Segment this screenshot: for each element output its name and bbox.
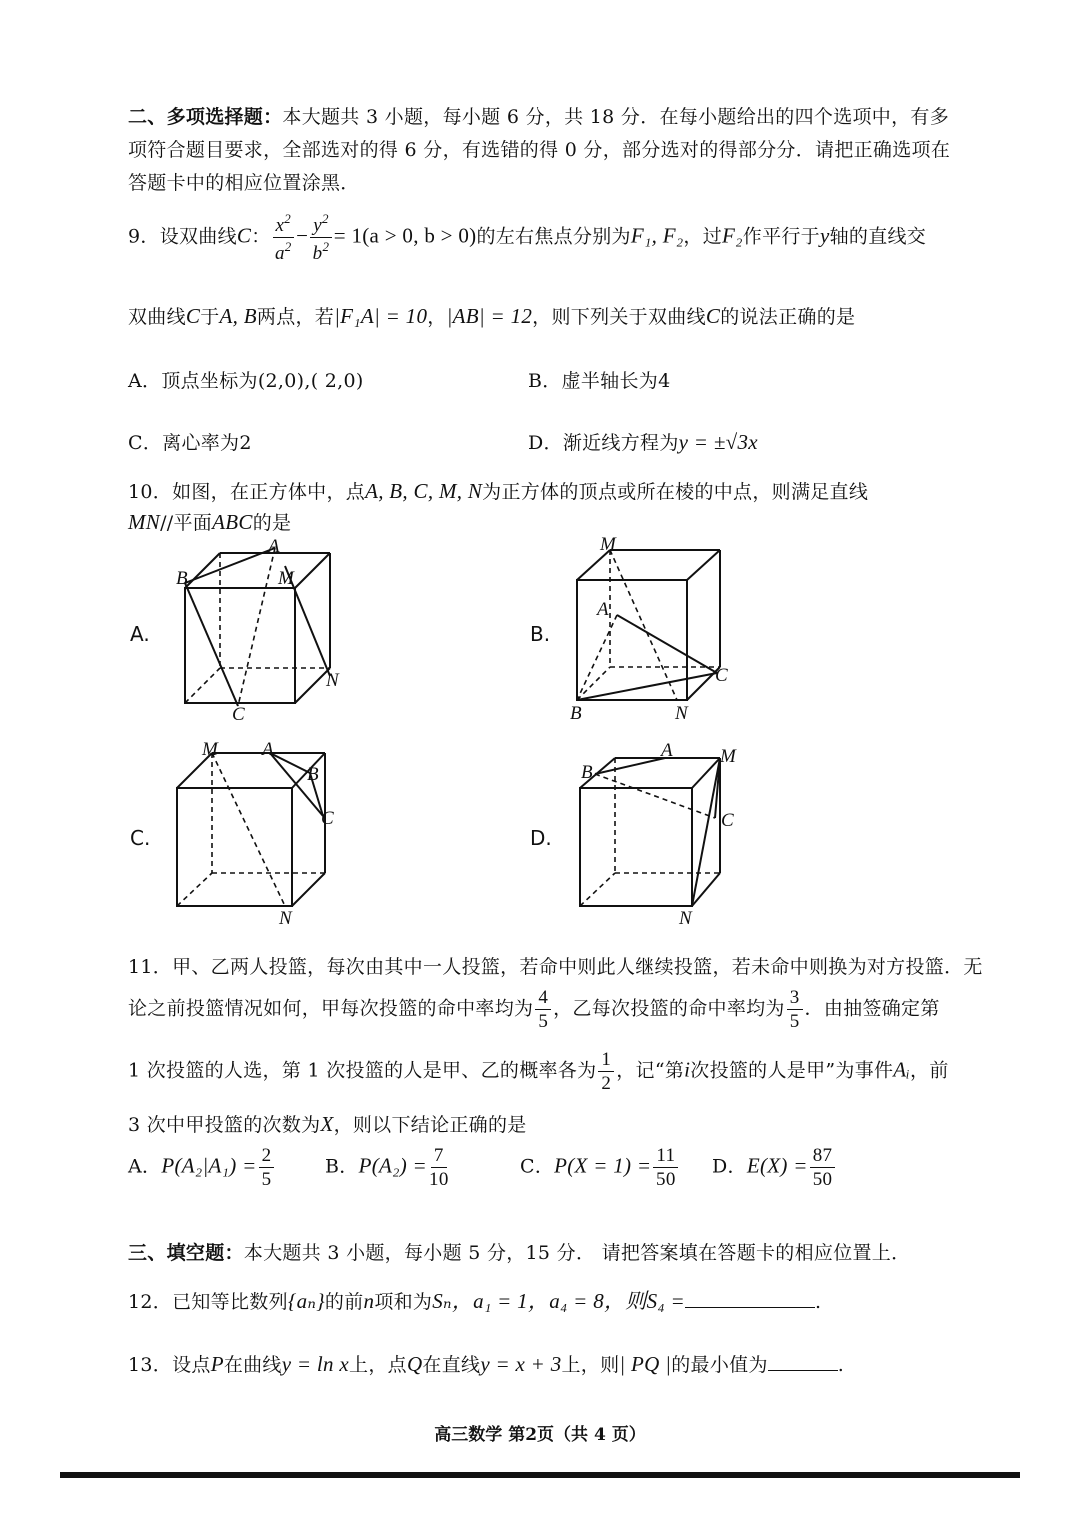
q9-frac-y — [310, 212, 332, 263]
cube-a-front-face — [185, 588, 295, 703]
cube-a-label-m: M — [278, 568, 294, 589]
q11-f45d: 5 — [538, 1011, 549, 1032]
q11-l2c: ．由抽签确定第 — [804, 997, 940, 1020]
q11-f12d: 2 — [601, 1073, 612, 1094]
cube-d-label-c: C — [721, 810, 734, 831]
cube-a-hidden-edge — [185, 668, 220, 703]
q11-line2 — [128, 988, 940, 1031]
section3-line — [128, 1238, 910, 1265]
q11-opt-b-label: B． — [325, 1155, 359, 1178]
q9-text1: 的左右焦点分别为 — [476, 225, 631, 248]
q11-opt-a-math: P(A₂|A₁) = — [161, 1153, 257, 1178]
cube-c-line-ab — [270, 753, 310, 773]
q9-lead: 9．设双曲线 — [128, 225, 237, 248]
q10-points: A, B, C, M, N — [365, 479, 483, 503]
q11-ai: Aᵢ — [893, 1057, 911, 1082]
q11-opt-a-label: A． — [128, 1155, 162, 1178]
cube-b-label-c: C — [715, 665, 728, 686]
q11-l2a: 论之前投篮情况如何，甲每次投篮的命中率均为 — [128, 997, 534, 1020]
q11-frac-1-2 — [598, 1050, 614, 1093]
q13-pq: | PQ | — [619, 1352, 672, 1376]
q9-l2-c: C — [185, 304, 201, 328]
q11-opt-b-den: 10 — [429, 1169, 449, 1190]
q13-end: . — [837, 1354, 845, 1376]
q11-opt-d-frac — [810, 1146, 836, 1189]
q10-option-d-label: D. — [530, 826, 552, 850]
q9-frac-x — [273, 212, 295, 263]
q12-s4: S₄ = — [646, 1289, 686, 1313]
q11-line1: 11．甲、乙两人投篮，每次由其中一人投篮，若命中则此人继续投篮，若未命中则换为对方投篮．无 — [128, 956, 983, 978]
cube-d-label-b: B — [581, 762, 593, 783]
q9-cond: = 1(a > 0, b > 0) — [333, 223, 477, 248]
cube-b-line-bc — [577, 673, 717, 700]
q11-l3d: ，前 — [910, 1059, 949, 1082]
q9-option-d-math: y = ±√3x — [678, 430, 758, 454]
q9-option-d — [528, 428, 758, 455]
q9-y: y — [313, 215, 322, 236]
cube-d-label-m: M — [720, 746, 736, 767]
q11-x: X — [320, 1112, 334, 1136]
cube-c-edge — [292, 873, 325, 906]
cube-c-label-m: M — [202, 739, 218, 760]
cube-d-edge — [692, 873, 720, 906]
q13-e: 上，则 — [561, 1354, 620, 1376]
q9-text2: ，过 — [683, 225, 723, 248]
q9-option-b: B．虚半轴长为4 — [528, 370, 671, 392]
q11-opt-d-label: D． — [712, 1155, 747, 1178]
cube-a-label-b: B — [176, 568, 188, 589]
cube-c-hidden-edge — [177, 873, 212, 906]
q9-colon: ： — [251, 225, 271, 248]
cube-a-edge — [295, 553, 330, 588]
cube-a-edge — [295, 668, 330, 703]
q11-opt-c-num: 11 — [653, 1146, 678, 1168]
q11-opt-d-num: 87 — [810, 1146, 836, 1168]
cube-figure-c — [165, 738, 355, 928]
q13-line-eq: y = x + 3 — [480, 1352, 562, 1376]
cube-d-line-bc — [595, 774, 715, 818]
section3-text: 本大题共 3 小题，每小题 5 分，15 分． 请把答案填在答题卡的相应位置上． — [243, 1242, 911, 1264]
cube-b-label-b: B — [570, 703, 582, 724]
q11-opt-c-label: C． — [520, 1155, 555, 1178]
q11-frac-3-5 — [787, 988, 803, 1031]
q9-comma: ， — [427, 306, 447, 328]
q11-opt-c-frac — [653, 1146, 678, 1189]
q11-l3b: ，记“第 — [616, 1059, 685, 1082]
q10-option-b-label: B. — [530, 622, 551, 646]
q9-x-sq: 2 — [284, 211, 292, 226]
q9-y-axis: y — [819, 223, 830, 248]
cube-c-label-b: B — [307, 764, 319, 785]
q11-f35d: 5 — [789, 1011, 800, 1032]
q13-d: 在直线 — [422, 1354, 481, 1376]
q12-end: . — [815, 1291, 822, 1313]
cube-figure-a — [170, 538, 350, 728]
q12-d: ，a₁ = 1，a₄ = 8，则 — [451, 1289, 647, 1313]
q11-option-a — [128, 1146, 276, 1189]
q9-y-sq: 2 — [321, 211, 329, 226]
cube-d-label-n: N — [679, 908, 692, 929]
q12-sn: Sₙ — [432, 1289, 452, 1313]
q9-option-a: A．顶点坐标为(2,0),( 2,0) — [128, 370, 364, 392]
q11-l3a: 1 次投篮的人选，第 1 次投篮的人是甲、乙的概率各为 — [128, 1059, 597, 1082]
q10-parallel: //平面 — [160, 512, 213, 534]
q9-c: C — [236, 223, 252, 248]
bottom-rule — [60, 1472, 1020, 1478]
q13-q: Q — [406, 1352, 423, 1376]
cube-b-line-mn — [610, 550, 677, 700]
q13-line — [128, 1350, 844, 1377]
q9-foci: F₁, F₂ — [630, 223, 684, 248]
q12-seq: {aₙ} — [287, 1289, 325, 1313]
q11-opt-c-den: 50 — [656, 1169, 676, 1190]
q10-l1: 10．如图，在正方体中，点 — [128, 481, 366, 503]
q13-a: 13．设点 — [128, 1354, 211, 1376]
q11-l3c: 次投篮的人是甲”为事件 — [690, 1059, 894, 1082]
cube-c-label-a: A — [262, 739, 274, 760]
cube-figure-d — [565, 738, 755, 928]
q11-i: i — [684, 1057, 691, 1082]
cube-b-edge — [687, 550, 720, 580]
q10-end: 的是 — [252, 512, 292, 534]
section2-line2: 项符合题目要求，全部选对的得 6 分，有选错的得 0 分，部分选对的得部分分．请把正确选项在 — [128, 139, 951, 161]
q11-opt-b-math: P(A₂) = — [358, 1153, 428, 1178]
q12-b: 的前 — [324, 1291, 364, 1313]
cube-d-line-mn — [692, 758, 720, 906]
q9-l2e: 的说法正确的是 — [720, 306, 856, 328]
cube-c-label-n: N — [279, 908, 292, 929]
q9-x: x — [275, 215, 285, 236]
q11-opt-b-frac — [429, 1146, 449, 1189]
q11-opt-a-num: 2 — [259, 1146, 275, 1168]
q11-f45n: 4 — [535, 988, 551, 1010]
q9-l2a: 双曲线 — [128, 306, 186, 328]
q10-l1b: 为正方体的顶点或所在棱的中点，则满足直线 — [482, 481, 869, 503]
q12-c: 项和为 — [374, 1291, 433, 1313]
q11-l4a: 3 次中甲投篮的次数为 — [128, 1114, 321, 1136]
q13-curve: y = ln x — [281, 1352, 350, 1376]
q11-l2b: ，乙每次投篮的命中率均为 — [553, 997, 785, 1020]
cube-d-hidden-edge — [580, 873, 615, 906]
q10-option-c-label: C. — [130, 826, 151, 850]
q10-line1 — [128, 477, 868, 504]
q11-option-b — [325, 1146, 451, 1189]
cube-a-line-ac — [238, 548, 275, 706]
q11-opt-a-frac — [259, 1146, 275, 1189]
cube-b-line-ab — [577, 615, 617, 700]
q9-a: a — [274, 243, 285, 264]
q11-f12n: 1 — [598, 1050, 614, 1072]
q12-line — [128, 1285, 821, 1315]
q9-b-sq: 2 — [322, 239, 330, 254]
q13-answer-blank[interactable] — [768, 1370, 838, 1371]
section2-text1: 本大题共 3 小题，每小题 6 分，共 18 分．在每小题给出的四个选项中，有多 — [282, 106, 949, 128]
q11-opt-d-den: 50 — [812, 1169, 833, 1190]
q9-abl: |AB| = 12 — [446, 304, 533, 328]
cube-a-label-c: C — [232, 704, 245, 725]
q9-ab: A, B — [219, 304, 257, 328]
cube-figure-b — [565, 535, 745, 725]
q11-opt-d-math: E(X) = — [746, 1153, 808, 1178]
q9-f2: F₂ — [722, 223, 743, 248]
q10-option-a-label: A. — [130, 622, 150, 646]
section3-title: 三、填空题： — [128, 1242, 244, 1264]
q9-line1: 9．设双曲线C： $\frac{x^2}{a^2}$ − $\frac{y^2}{b^2}$ = 1(a > 0, b > 0)的左右焦点分别为F₁, F₂，过F₂作平行于y轴的直线交 — [128, 211, 927, 264]
q11-line3 — [128, 1050, 949, 1093]
section2-line1 — [128, 102, 949, 129]
q9-l2-c2: C — [705, 304, 721, 328]
section2-line3: 答题卡中的相应位置涂黑． — [128, 172, 360, 194]
cube-a-line-bc — [185, 583, 238, 706]
q12-n: n — [363, 1289, 375, 1313]
cube-b-label-m: M — [600, 534, 616, 555]
cube-b-label-a: A — [597, 599, 609, 620]
q11-option-c — [520, 1146, 680, 1189]
page-footer: 高三数学 第2页（共 4 页） — [434, 1425, 646, 1445]
cube-d-front-face — [580, 788, 692, 906]
q13-p: P — [210, 1352, 224, 1376]
q11-l4b: ，则以下结论正确的是 — [333, 1114, 527, 1136]
q11-frac-4-5 — [535, 988, 551, 1031]
cube-c-label-c: C — [321, 808, 334, 829]
cube-a-label-n: N — [326, 670, 339, 691]
q9-f1a: |F₁A| = 10 — [334, 304, 428, 328]
q11-opt-c-math: P(X = 1) = — [554, 1153, 652, 1178]
q9-l2c: 两点，若 — [256, 306, 335, 328]
q9-text4: 轴的直线交 — [829, 225, 927, 248]
q11-line4 — [128, 1110, 527, 1137]
q13-f: 的最小值为 — [671, 1354, 768, 1376]
q9-b: b — [312, 243, 323, 264]
q9-l2b: 于 — [200, 306, 220, 328]
q9-option-c: C．离心率为2 — [128, 432, 252, 454]
q10-abc: ABC — [212, 510, 253, 534]
cube-a-label-a: A — [268, 536, 280, 557]
q10-line2 — [128, 508, 291, 535]
cube-b-line-ac — [617, 615, 717, 673]
q12-a: 12．已知等比数列 — [128, 1291, 288, 1313]
cube-c-line-mn — [212, 753, 285, 906]
q9-text3: 作平行于 — [742, 225, 820, 248]
q9-line2 — [128, 302, 855, 329]
q11-f35n: 3 — [787, 988, 803, 1010]
section2-title: 二、多项选择题： — [128, 106, 283, 128]
q12-answer-blank[interactable] — [685, 1307, 815, 1308]
q11-opt-b-num: 7 — [431, 1146, 447, 1168]
cube-d-label-a: A — [661, 740, 673, 761]
q11-option-d — [712, 1146, 837, 1189]
q13-c: 上，点 — [349, 1354, 407, 1376]
cube-b-label-n: N — [675, 703, 688, 724]
q13-b: 在曲线 — [223, 1354, 282, 1376]
q9-l2d: ，则下列关于双曲线 — [532, 306, 706, 328]
q10-mn: MN — [128, 510, 161, 534]
q11-opt-a-den: 5 — [261, 1169, 272, 1190]
cube-c-front-face — [177, 788, 292, 906]
q9-option-d-text: D．渐近线方程为 — [528, 432, 679, 454]
q9-a-sq: 2 — [284, 239, 292, 254]
